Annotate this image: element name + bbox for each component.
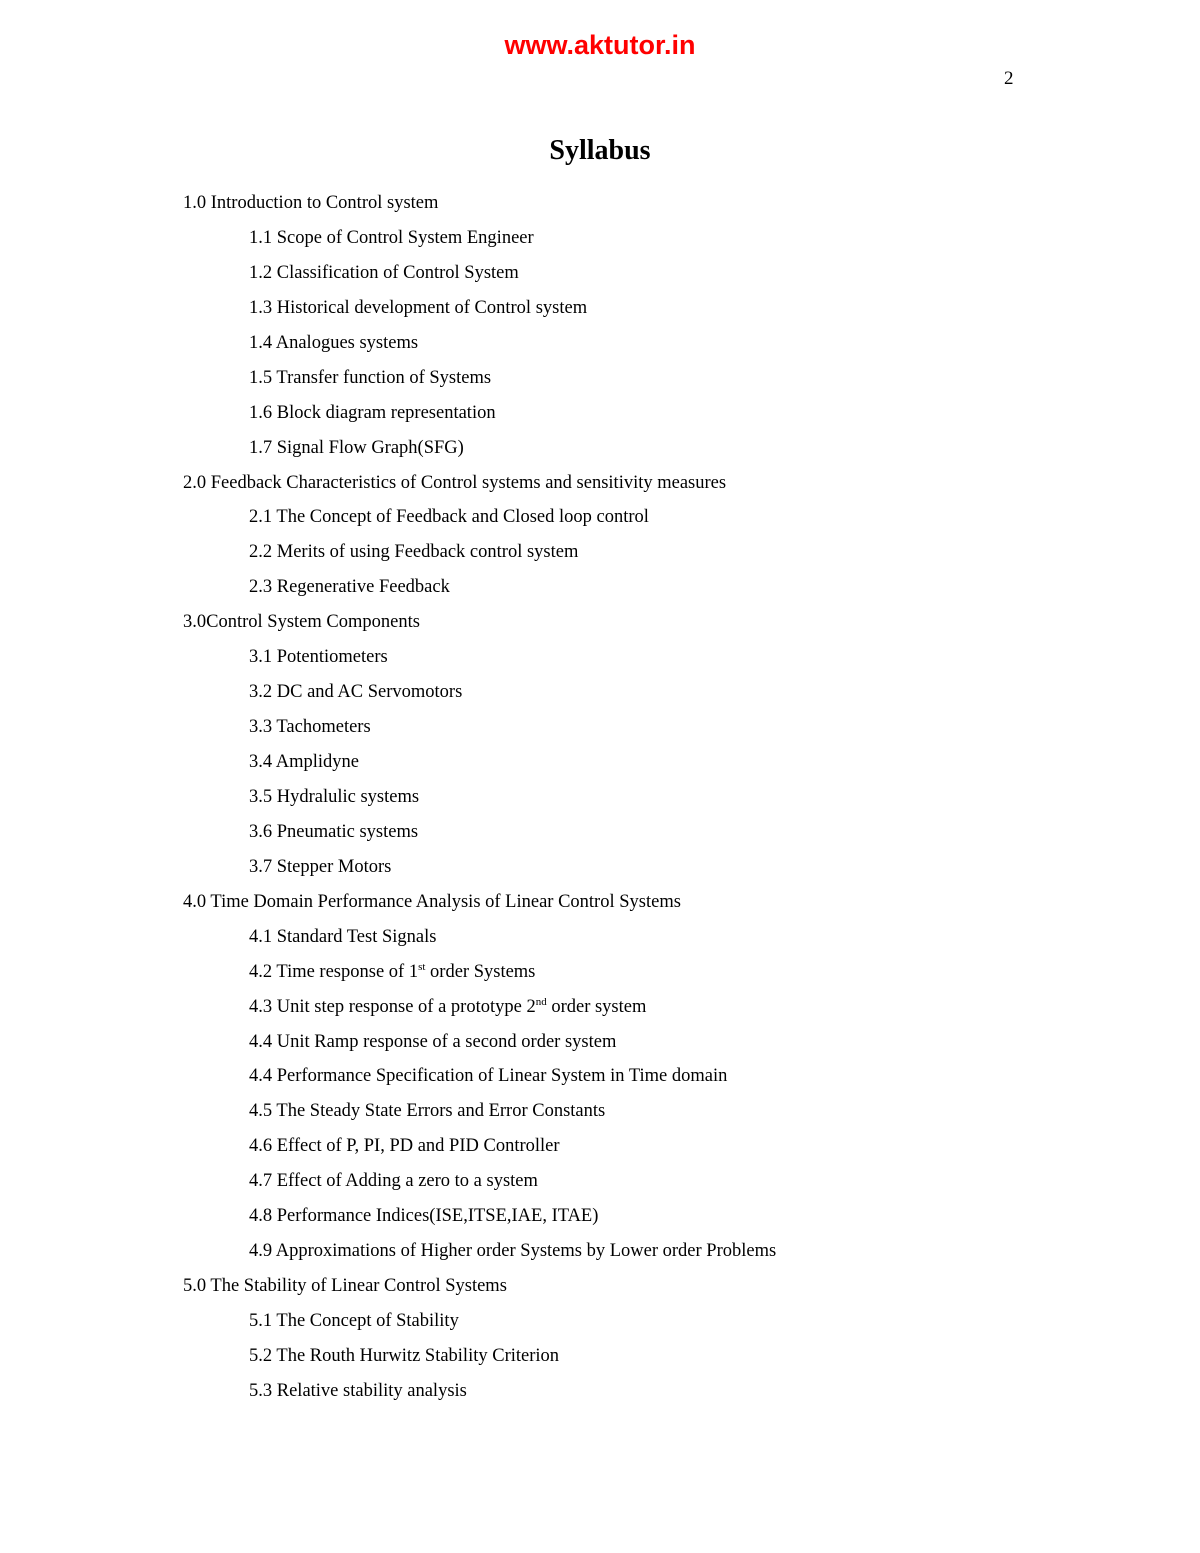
subsection-item: 2.2 Merits of using Feedback control system: [249, 542, 579, 563]
subsection-text: 4.2 Time response of 1: [249, 961, 419, 982]
subsection-item: 3.3 Tachometers: [249, 717, 371, 738]
page-number: 2: [1004, 68, 1014, 89]
subsection-item: [0, 993, 1200, 1028]
subsection-text: order Systems: [425, 961, 536, 982]
subsection-item: 4.4 Unit Ramp response of a second order system: [249, 1031, 617, 1052]
subsection-item: 3.7 Stepper Motors: [249, 856, 392, 877]
subsection-item: 3.5 Hydralulic systems: [249, 786, 420, 807]
page-title: Syllabus: [549, 135, 651, 166]
subsection-item: 4.1 Standard Test Signals: [249, 926, 437, 947]
section-heading: 1.0 Introduction to Control system: [183, 193, 439, 213]
section-heading: 5.0 The Stability of Linear Control Systems: [183, 1276, 507, 1297]
subsection-item: 1.2 Classification of Control System: [249, 262, 519, 283]
subsection-item: 2.1 The Concept of Feedback and Closed loop control: [249, 507, 649, 528]
section-heading: 2.0 Feedback Characteristics of Control systems and sensitivity measures: [183, 472, 727, 493]
subsection-text: 4.3 Unit step response of a prototype 2: [249, 996, 536, 1017]
subsection-item: 4.8 Performance Indices(ISE,ITSE,IAE, ITAE): [249, 1206, 599, 1227]
subsection-item: 1.4 Analogues systems: [249, 332, 419, 353]
subsection-item: 1.6 Block diagram representation: [249, 402, 496, 423]
subsection-item: 4.5 The Steady State Errors and Error Constants: [249, 1101, 606, 1122]
subsection-item: [0, 958, 1200, 993]
subsection-text: order system: [546, 996, 647, 1017]
subsection-item: 1.3 Historical development of Control system: [249, 297, 588, 318]
subsection-item: 2.3 Regenerative Feedback: [249, 577, 450, 598]
ordinal-superscript: nd: [535, 995, 547, 1008]
subsection-item: 1.5 Transfer function of Systems: [249, 367, 492, 388]
subsection-item: 4.4 Performance Specification of Linear System in Time domain: [249, 1066, 728, 1087]
subsection-item: 3.4 Amplidyne: [249, 752, 359, 772]
subsection-item: 1.7 Signal Flow Graph(SFG): [249, 437, 464, 458]
syllabus-list: [0, 189, 1200, 1412]
subsection-item: 3.1 Potentiometers: [249, 647, 388, 668]
subsection-item: 4.9 Approximations of Higher order Systems by Lower order Problems: [249, 1241, 777, 1262]
ordinal-superscript: st: [418, 960, 426, 973]
subsection-item: 3.2 DC and AC Servomotors: [249, 682, 463, 703]
section-heading: 4.0 Time Domain Performance Analysis of Linear Control Systems: [183, 891, 681, 912]
subsection-item: 4.7 Effect of Adding a zero to a system: [249, 1171, 538, 1192]
subsection-item: 1.1 Scope of Control System Engineer: [249, 227, 534, 248]
watermark-url: www.aktutor.in: [504, 30, 696, 60]
subsection-item: 5.3 Relative stability analysis: [249, 1380, 467, 1401]
section-heading: 3.0Control System Components: [183, 612, 420, 633]
subsection-item: 5.2 The Routh Hurwitz Stability Criterion: [249, 1345, 560, 1366]
subsection-item: 3.6 Pneumatic systems: [249, 821, 419, 842]
subsection-item: 5.1 The Concept of Stability: [249, 1311, 459, 1331]
subsection-item: 4.6 Effect of P, PI, PD and PID Controller: [249, 1136, 560, 1157]
